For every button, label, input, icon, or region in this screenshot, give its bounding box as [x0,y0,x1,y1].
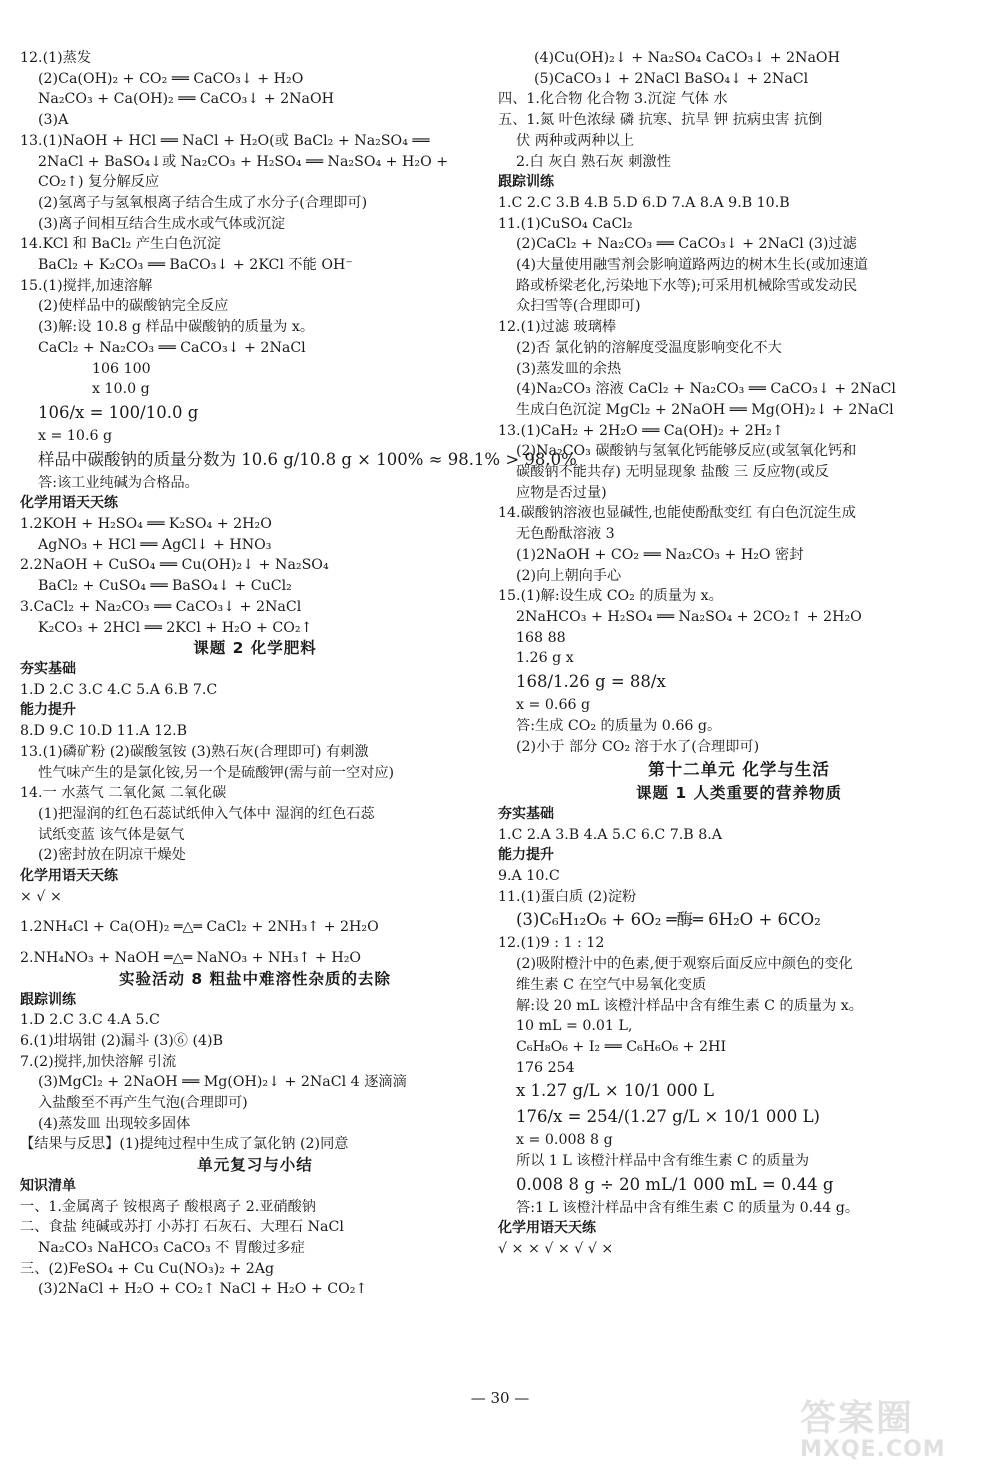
right-line: (2)小于 部分 CO₂ 溶于水了(合理即可) [516,738,760,755]
left-line: 三、(2)FeSO₄ + Cu Cu(NO₃)₂ + 2Ag [20,1260,275,1277]
right-line: (2)向上朝向手心 [516,567,622,584]
left-line: 106 100 [92,360,151,377]
right-line: 1.26 g x [516,650,574,667]
left-line: (1)把湿润的红色石蕊试纸伸入气体中 湿润的红色石蕊 [38,805,375,822]
left-line: 1.2KOH + H₂SO₄ ══ K₂SO₄ + 2H₂O [20,516,272,533]
left-line: 14.KCl 和 BaCl₂ 产生白色沉淀 [20,236,221,253]
left-line: 2.NH₄NO₃ + NaOH ═△═ NaNO₃ + NH₃↑ + H₂O [20,950,362,967]
right-line: 碳酸钠不能共存) 无明显现象 盐酸 三 反应物(或反 [516,464,829,481]
right-line: 0.008 8 g ÷ 20 mL/1 000 mL = 0.44 g [516,1174,834,1194]
right-line: 四、1.化合物 化合物 3.沉淀 气体 水 [498,91,728,108]
left-line: 2.2NaOH + CuSO₄ ══ Cu(OH)₂↓ + Na₂SO₄ [20,557,329,574]
watermark-logo [800,1400,990,1466]
right-line: (2)Na₂CO₃ 碳酸钠与氢氧化钙能够反应(或氢氧化钙和 [516,443,857,460]
right-line: (3)蒸发皿的余热 [516,360,622,377]
right-line: (2)否 氯化钠的溶解度受温度影响变化不大 [516,339,782,356]
left-line: 夯实基础 [20,660,76,677]
right-line: 14.碳酸钠溶液也显碱性,也能使酚酞变红 有白色沉淀生成 [498,505,856,522]
left-line [20,938,490,948]
right-line: 2.白 灰白 熟石灰 刺激性 [516,153,671,170]
left-line: 【结果与反思】(1)提纯过程中生成了氯化钠 (2)同意 [20,1136,349,1153]
right-line: x = 0.008 8 g [516,1132,613,1149]
left-line: × √ × [20,888,62,905]
left-line: 15.(1)搅拌,加速溶解 [20,277,153,294]
left-line: (2)Ca(OH)₂ + CO₂ ══ CaCO₃↓ + H₂O [38,70,304,87]
left-line: 跟踪训练 [20,991,76,1008]
right-line: (4)Na₂CO₃ 溶液 CaCl₂ + Na₂CO₃ ══ CaCO₃↓ + 2NaCl [516,381,896,398]
right-column [498,48,980,1260]
left-line: 化学用语天天练 [20,495,118,512]
left-line: Na₂CO₃ NaHCO₃ CaCO₃ 不 胃酸过多症 [38,1239,305,1256]
right-line: 跟踪训练 [498,174,554,191]
left-line: 能力提升 [20,702,76,719]
left-line: 8.D 9.C 10.D 11.A 12.B [20,723,188,740]
left-line: 化学用语天天练 [20,868,118,885]
left-line: BaCl₂ + K₂CO₃ ══ BaCO₃↓ + 2KCl 不能 OH⁻ [38,257,353,274]
right-line: 答:生成 CO₂ 的质量为 0.66 g。 [516,717,722,734]
left-line: (3)解:设 10.8 g 样品中碳酸钠的质量为 x。 [38,319,315,336]
right-line: (2)CaCl₂ + Na₂CO₃ ══ CaCO₃↓ + 2NaCl (3)过滤 [516,236,857,253]
right-line: 五、1.氮 叶色浓绿 磷 抗寒、抗旱 钾 抗病虫害 抗倒 [498,112,823,129]
right-line: 解:设 20 mL 该橙汁样品中含有维生素 C 的质量为 x。 [516,997,863,1014]
right-line: (1)2NaOH + CO₂ ══ Na₂CO₃ + H₂O 密封 [516,546,804,563]
left-line: (3)MgCl₂ + 2NaOH ══ Mg(OH)₂↓ + 2NaCl 4 逐滴滴 [38,1074,407,1091]
right-line: 夯实基础 [498,805,554,822]
left-line: 106/x = 100/10.0 g [38,402,199,422]
left-line: AgNO₃ + HCl ══ AgCl↓ + HNO₃ [38,536,272,553]
left-line [20,907,490,917]
right-line: √ × × √ × √ √ × [498,1241,614,1258]
right-line: 9.A 10.C [498,868,560,885]
left-line: CO₂↑) 复分解反应 [38,174,160,191]
left-line: 一、1.金属离子 铵根离子 酸根离子 2.亚硝酸钠 [20,1198,316,1215]
right-line: (4)大量使用融雪剂会影响道路两边的树木生长(或加速道 [516,257,868,274]
left-line: 课题 2 化学肥料 [193,639,317,658]
right-line: 12.(1)9 : 1 : 12 [498,935,605,952]
right-line: 伏 两种或两种以上 [516,132,635,149]
right-line: 176/x = 254/(1.27 g/L × 10/1 000 L) [516,1107,820,1127]
left-line: 1.D 2.C 3.C 4.A 5.C [20,1012,160,1029]
right-line: x 1.27 g/L × 10/1 000 L [516,1081,714,1101]
left-line: 7.(2)搅拌,加快溶解 引流 [20,1053,177,1070]
right-line: 1.C 2.C 3.B 4.B 5.D 6.D 7.A 8.A 9.B 10.B [498,194,790,211]
left-line: (2)使样品中的碳酸钠完全反应 [38,298,229,315]
right-line: 12.(1)过滤 玻璃棒 [498,319,617,336]
right-line: (2)吸附橙汁中的色素,便于观察后面反应中颜色的变化 [516,956,853,973]
left-line: 试纸变蓝 该气体是氨气 [38,826,185,843]
left-line: 6.(1)坩埚钳 (2)漏斗 (3)⑥ (4)B [20,1032,224,1049]
left-line: 12.(1)蒸发 [20,50,92,66]
right-line: 11.(1)CuSO₄ CaCl₂ [498,215,633,232]
left-line: 入盐酸至不再产生气泡(合理即可) [38,1095,248,1112]
left-line: 答:该工业纯碱为合格品。 [38,474,199,491]
right-line: 课题 1 人类重要的营养物质 [635,784,843,803]
right-line: 1.C 2.A 3.B 4.A 5.C 6.C 7.B 8.A [498,826,723,843]
left-line: 二、食盐 纯碱或苏打 小苏打 石灰石、大理石 NaCl [20,1219,344,1236]
left-line: CaCl₂ + Na₂CO₃ ══ CaCO₃↓ + 2NaCl [38,339,306,356]
left-line: 实验活动 8 粗盐中难溶性杂质的去除 [118,969,392,988]
right-line: 无色酚酞溶液 3 [516,526,615,543]
right-line: 能力提升 [498,847,554,864]
right-line: x = 0.66 g [516,697,591,714]
right-line: 2NaHCO₃ + H₂SO₄ ══ Na₂SO₄ + 2CO₂↑ + 2H₂O [516,608,862,625]
right-line: 168 88 [516,629,566,646]
right-line: 维生素 C 在空气中易氧化变质 [516,976,707,993]
left-line: (2)氢离子与氢氧根离子结合生成了水分子(合理即可) [38,194,368,211]
right-line: 化学用语天天练 [498,1220,596,1237]
right-line: 168/1.26 g = 88/x [516,672,666,692]
left-line: 性气味产生的是氯化铵,另一个是硫酸钾(需与前一空对应) [38,764,395,781]
left-line: 样品中碳酸钠的质量分数为 10.6 g/10.8 g × 100% ≈ 98.1% > 98.0% [38,449,577,469]
right-line: (5)CaCO₃↓ + 2NaCl BaSO₄↓ + 2NaCl [534,70,809,87]
left-line: 知识清单 [20,1177,76,1194]
right-line: 众扫雪等(合理即可) [516,298,641,315]
right-line: 第十二单元 化学与生活 [648,760,830,780]
watermark-text-en: MXQE.COM [800,1437,946,1462]
left-line: 1.D 2.C 3.C 4.C 5.A 6.B 7.C [20,681,218,698]
right-line: 15.(1)解:设生成 CO₂ 的质量为 x。 [498,588,723,605]
right-line: C₆H₈O₆ + I₂ ══ C₆H₆O₆ + 2HI [516,1038,727,1055]
left-line: 1.2NH₄Cl + Ca(OH)₂ ═△═ CaCl₂ + 2NH₃↑ + 2H₂O [20,919,379,936]
left-line: 13.(1)磷矿粉 (2)碳酸氢铵 (3)熟石灰(合理即可) 有刺激 [20,743,369,760]
right-line: 11.(1)蛋白质 (2)淀粉 [498,888,637,905]
left-line: (3)离子间相互结合生成水或气体或沉淀 [38,215,286,232]
watermark-text-cn: 答案圈 [800,1398,915,1439]
right-line: 答:1 L 该橙汁样品中含有维生素 C 的质量为 0.44 g。 [516,1199,860,1216]
left-line: 14.一 水蒸气 二氧化氮 二氧化碳 [20,785,227,802]
left-line: K₂CO₃ + 2HCl ══ 2KCl + H₂O + CO₂↑ [38,619,313,636]
right-line: 所以 1 L 该橙汁样品中含有维生素 C 的质量为 [516,1153,810,1170]
left-line: 2NaCl + BaSO₄↓或 Na₂CO₃ + H₂SO₄ ══ Na₂SO₄ + H₂O + [38,153,449,170]
right-line: (3)C₆H₁₂O₆ + 6O₂ ═酶═ 6H₂O + 6CO₂ [516,910,821,930]
right-line: 176 254 [516,1059,575,1076]
page-number: — 30 — [470,1389,530,1407]
right-line: 应物是否过量) [516,484,607,501]
left-line: x = 10.6 g [38,427,113,444]
right-line: 13.(1)CaH₂ + 2H₂O ══ Ca(OH)₂ + 2H₂↑ [498,422,784,439]
left-line: BaCl₂ + CuSO₄ ══ BaSO₄↓ + CuCl₂ [38,578,292,595]
left-line: (2)密封放在阴凉干燥处 [38,847,186,864]
right-line: 路或桥梁老化,污染地下水等);可采用机械除雪或发动民 [516,277,858,294]
left-line: x 10.0 g [92,381,150,398]
right-line: 10 mL = 0.01 L, [516,1018,633,1035]
left-line: (3)2NaCl + H₂O + CO₂↑ NaCl + H₂O + CO₂↑ [38,1281,368,1298]
left-line: 单元复习与小结 [197,1156,313,1175]
right-line: (4)Cu(OH)₂↓ + Na₂SO₄ CaCO₃↓ + 2NaOH [534,50,840,66]
left-line: 13.(1)NaOH + HCl ══ NaCl + H₂O(或 BaCl₂ + Na₂SO₄ ══ [20,132,430,149]
left-line: (3)A [38,112,69,129]
right-line: 生成白色沉淀 MgCl₂ + 2NaOH ══ Mg(OH)₂↓ + 2NaCl [516,401,894,418]
left-line: Na₂CO₃ + Ca(OH)₂ ══ CaCO₃↓ + 2NaOH [38,91,335,108]
left-line: (4)蒸发皿 出现较多固体 [38,1115,191,1132]
left-line: 3.CaCl₂ + Na₂CO₃ ══ CaCO₃↓ + 2NaCl [20,598,302,615]
